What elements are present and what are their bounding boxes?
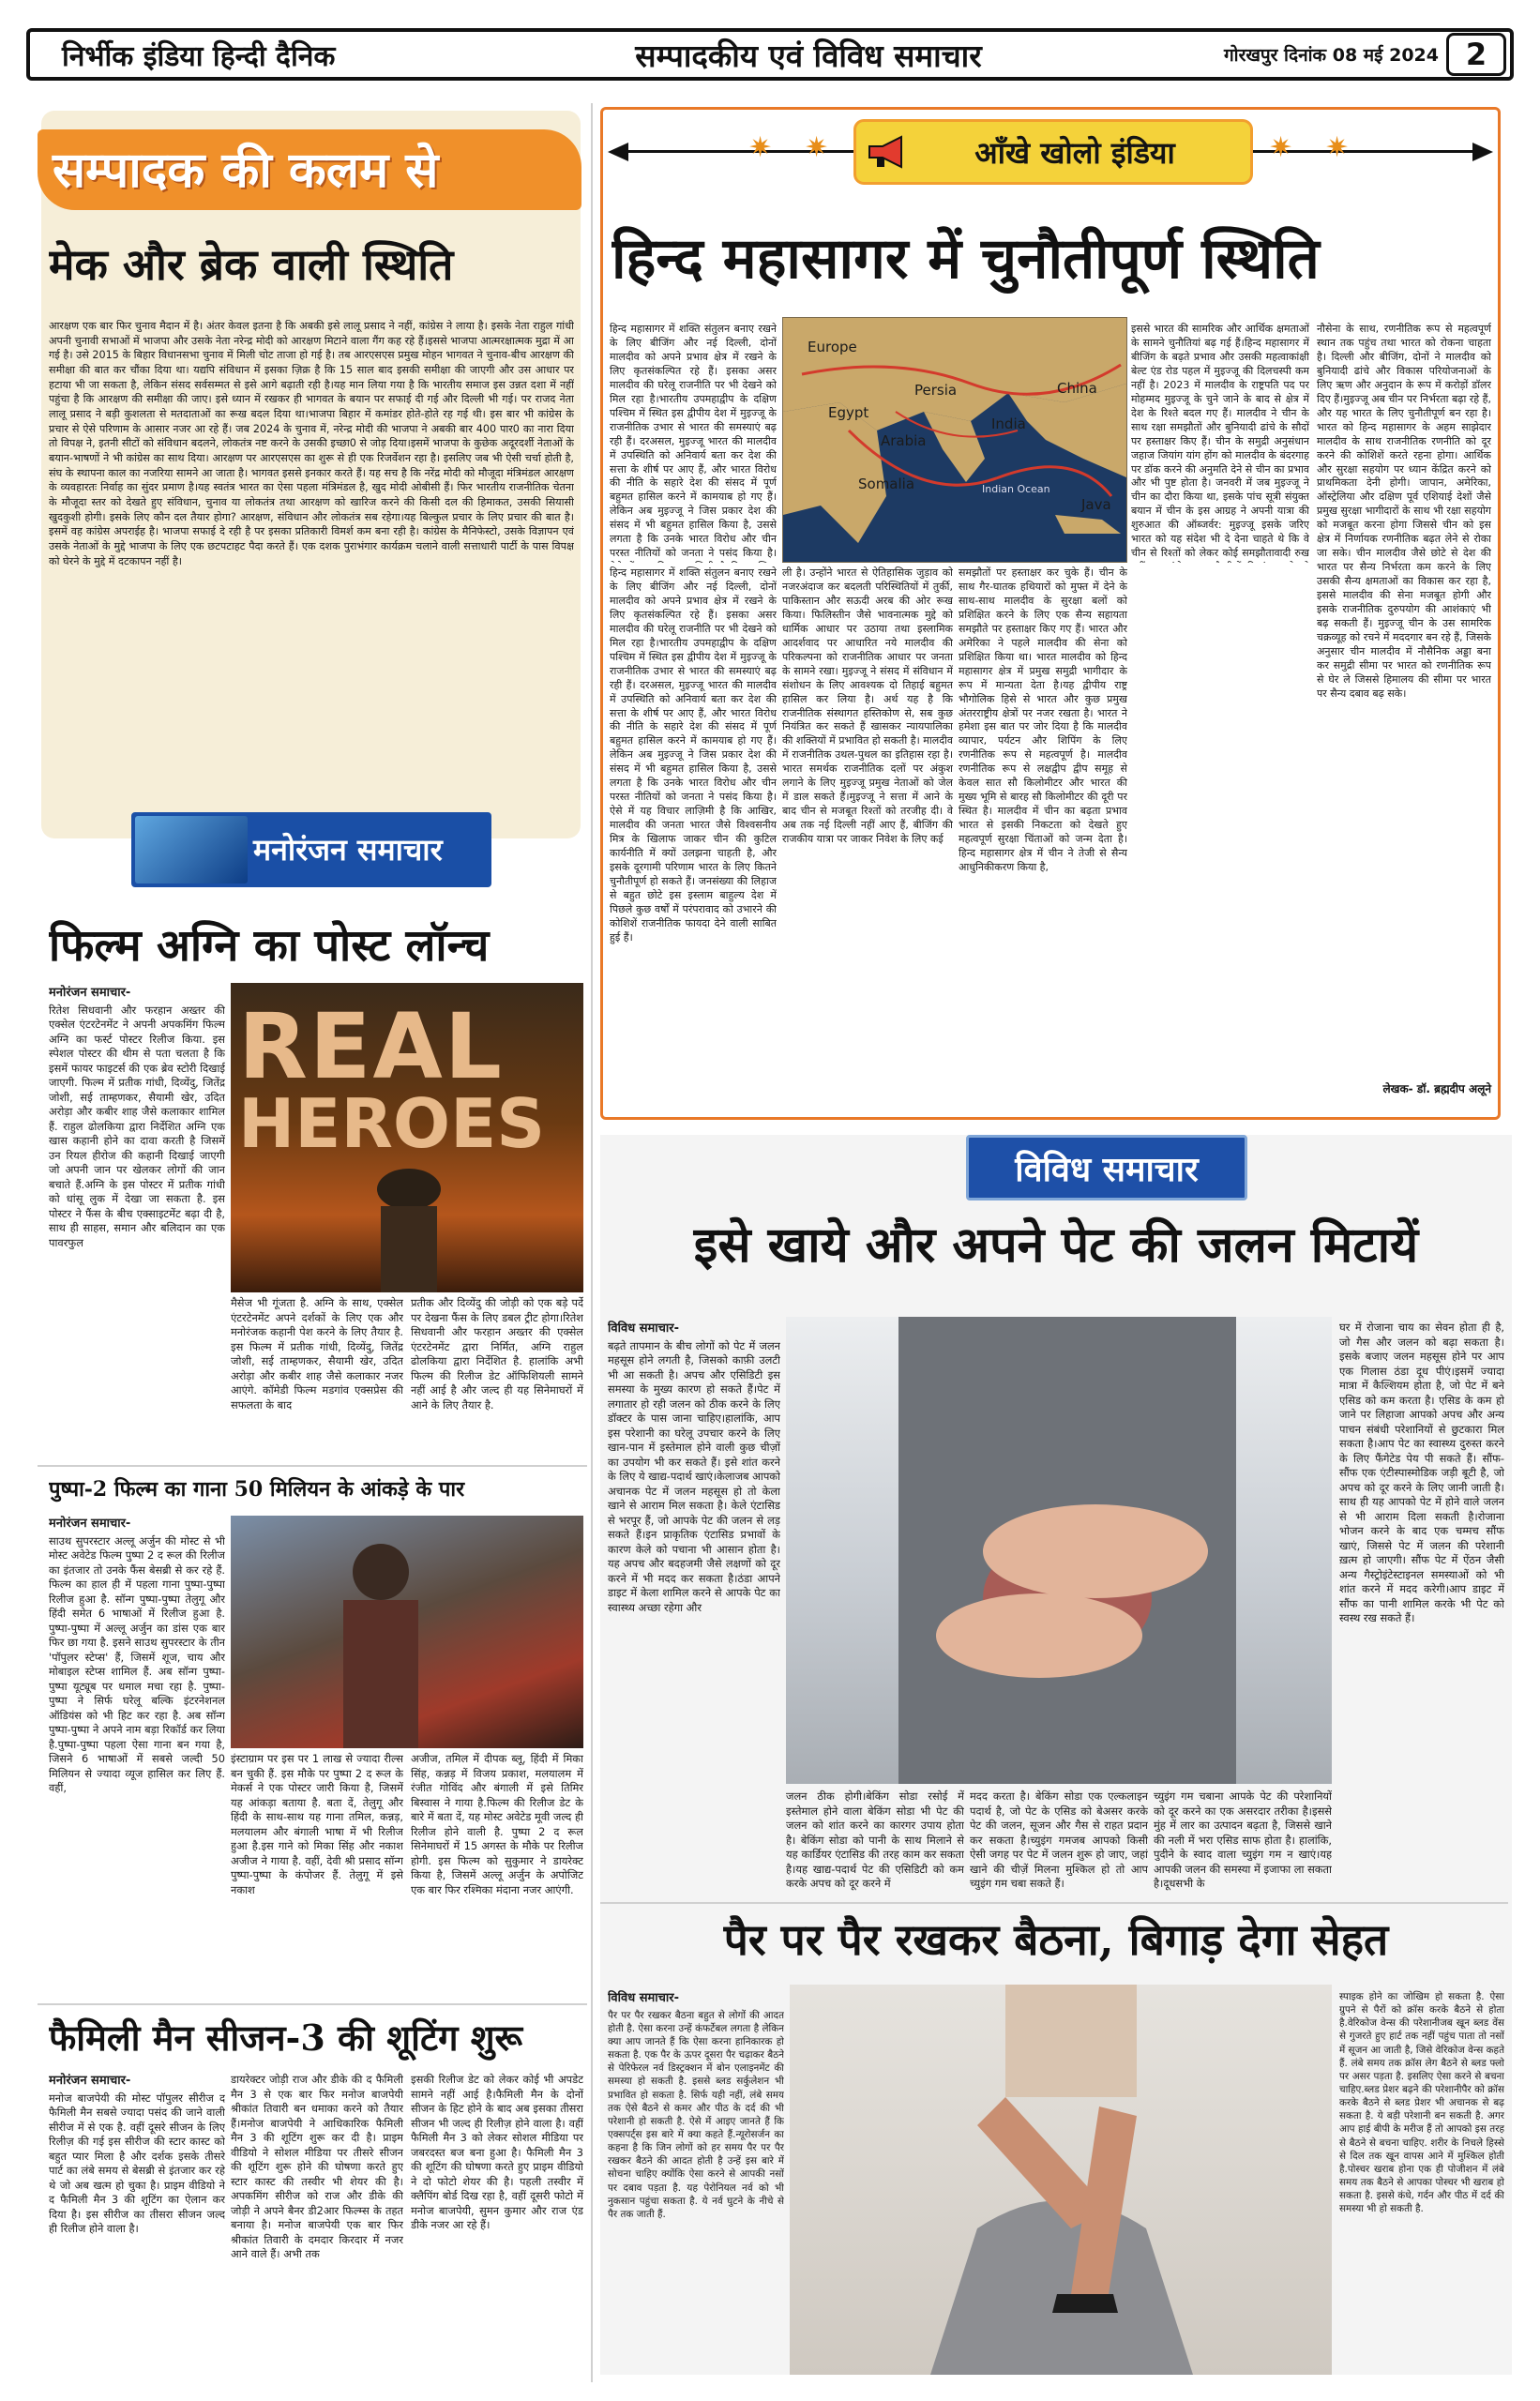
story1-col1: [608, 1321, 780, 1893]
india-author: लेखक- डॉ. ब्रह्मदीप अलूने: [1382, 1082, 1491, 1095]
film3-headline: फैमिली मैन सीजन-3 की शूटिंग शुरू: [49, 2016, 523, 2059]
map-label: Somalia: [858, 476, 915, 492]
india-strip-label: आँखे खोलो इंडिया: [974, 134, 1175, 171]
date-line: गोरखपुर दिनांक 08 मई 2024: [1223, 45, 1439, 66]
section-title: सम्पादकीय एवं विविध समाचार: [635, 37, 982, 74]
india-col1-bottom: [610, 566, 777, 1101]
story1-headline: इसे खाये और अपने पेट की जलन मिटायें: [693, 1216, 1419, 1274]
map-label: Europe: [808, 339, 857, 355]
story1-col4: च्युइंग गम चबाना आपके पेट की परेशानियों को दूर करने का एक असरदार तरीका है।इससे मुंह में लार का उत्पादन बढ़ता है, जिससे खाने की नली में भरा एसिड साफ होता है। हालांकि, पुदीने के स्वाद वाला च्युइंग गम न खाएं।यह आपकी जलन की समस्या में इजाफा ला सकता है।दूधसभी के: [1154, 1789, 1332, 1890]
star-icon: ✷: [1325, 131, 1350, 164]
poster-line2: HEROES: [238, 1084, 546, 1163]
silk-road-map: [782, 317, 1127, 563]
story2-col1: [608, 1990, 784, 2375]
story1-col2: जलन ठीक होगी।बेकिंग सोडा रसोई में इस्तेमाल होने वाला बेकिंग सोडा भी पेट की जलन को शांत करने का कारगर उपाय होता है। बेकिंग सोडा को पानी के साथ मिलाने से यह कार्डियर एंटासिड की तरह काम कर सकता है।यह खाद्य-पदार्थ पेट की एसिडिटी को कम करके अपच को दूर करने में: [786, 1789, 964, 1890]
map-label: Arabia: [881, 432, 927, 449]
india-col4-bottom: [1133, 566, 1309, 1101]
crossed-legs-photo: [790, 1985, 1332, 2375]
megaphone-icon: [866, 133, 909, 171]
film2-col3: अजीज, तमिल में दीपक ब्लू, हिंदी में मिका सिंह, कन्नड़ में विजय प्रकाश, मलयालम में रंजीत गोविंद और बंगाली में इसे तिमिर बिस्वास ने गाया है.फिल्म की रिलीज डेट के बारे में बता दें, यह मोस्ट अवेटेड मूवी जल्द ही रिलीज होने वाली है. पुष्पा 2 द रूल सिनेमाघरों में 15 अगस्त के मौके पर रिलीज होगी. इस फिल्म को सुकुमार ने डायरेक्ट किया है, जिसमें अल्लू अर्जुन के अपोजिट एक बार फिर रश्मिका मंदाना नजर आएंगी.: [411, 1752, 583, 1896]
pushpa-photo: [231, 1516, 583, 1748]
misc-news-banner-label: विविध समाचार: [1015, 1150, 1199, 1189]
editorial-banner: [38, 116, 583, 219]
story2-col2: स्पाइक होने का जोखिम हो सकता है. ऐसा ग्रुपने से पैरों को क्रॉस करके बैठने से होता है.वेरिकोज वेन्स की परेशानीजब खून ब्लड वेंस से गुजरते हुए हार्ट तक नहीं पहुंच पाता तो नसों में सूजन आ जाती है, जिसे वेरिकोज वेन्स कहते हैं. लंबे समय तक क्रॉस लेग बैठने से ब्लड फ्लो पर असर पड़ता है. इसलिए ऐसा करने से बचना चाहिए.ब्लड प्रेशर बढ़ने की परेशानीपैर को क्रॉस करके बैठने से ब्लड प्रेशर भी अचानक से बढ़ सकता है. ये बड़ी परेशानी बन सकती है. अगर आप हाई बीपी के मरीज हैं तो आपको इस तरह से बैठने से बचना चाहिए. शरीर के निचले हिस्से से दिल तक खून वापस आने में मुश्किल होती है.पोस्चर खराब होना एक ही पोजीशन में लंबे समय तक बैठने से आपका पोस्चर भी खराब हो सकता है. इससे कंधे, गर्दन और पीठ में दर्द की समस्या भी हो सकती है.: [1339, 1991, 1504, 2215]
page-number: 2: [1446, 33, 1506, 76]
film2-byline: मनोरंजन समाचार-: [49, 1517, 131, 1531]
story1-text1: बढ़ते तापमान के बीच लोगों को पेट में जलन महसूस होने लगती है, जिसको काफ़ी उलटी भी आ सकती है। अपच और एसिडिटी इस समस्या के मुख्य कारण हो सकते हैं।पेट में लगातार हो रही जलन को ठीक करने के लिए डॉक्टर के पास जाना चाहिए।हालांकि, आप इस परेशानी का घरेलू उपचार करने के लिए खान-पान में इस्तेमाल होने वाली कुछ चीज़ों का उपयोग भी कर सकते हैं। इसे शांत करने के लिए ये खाद्य-पदार्थ खाएं।केलाजब आपको अचानक पेट में जलन महसूस हो तो केला खाने से आराम मिल सकता है। केले एंटासिड से भरपूर हैं, जो आपके पेट की जलन से लड़ सकते हैं।इन प्राकृतिक एंटासिड प्रभावों के कारण केले को पचाना भी आसान होता है। यह अपच और बदहजमी जैसे लक्षणों को दूर करने में भी मदद कर सकता है।ठंडा आपने डाइट में केला शामिल करने से आपके पेट का स्वास्थ्य अच्छा रहेगा और: [608, 1338, 780, 1614]
entertainment-banner: [131, 812, 491, 887]
crossed-legs-figure: [790, 1985, 1332, 2375]
entertainment-banner-label: मनोरंजन समाचार: [253, 832, 443, 868]
film3-col2: डायरेक्टर जोड़ी राज और डीके की द फैमिली मैन 3 से एक बार फिर मनोज बाजपेयी श्रीकांत तिवारी बन धमाका करने को तैयार हैं।मनोज बाजपेयी ने आधिकारिक फैमिली मैन 3 की शूटिंग शुरू कर दी है। प्राइम वीडियो ने सोशल मीडिया पर तीसरे सीजन की शूटिंग शुरू होने की घोषणा करते हुए स्टार कास्ट की तस्वीर भी शेयर की है। अपकमिंग सीरीज को राज और डीके की जोड़ी ने अपने बैनर डी2आर फिल्म्स के तहत बनाया है। मनोज बाजपेयी एक बार फिर श्रीकांत तिवारी के दमदार किरदार में नजर आने वाले हैं। अभी तक: [231, 2073, 403, 2260]
film1-byline: मनोरंजन समाचार-: [49, 986, 131, 1000]
map-label: Persia: [914, 382, 958, 399]
real-heroes-poster: [231, 983, 583, 1292]
firefighter-figure: [343, 1152, 475, 1292]
editorial-headline: मेक और ब्रेक वाली स्थिति: [49, 239, 454, 290]
entertainment-banner-image: [135, 816, 248, 883]
india-col4-text: इससे भारत की सामरिक और आर्थिक क्षमताओं के सामने चुनौतियां बढ़ गई हैं।हिन्द महासागर में बीजिंग के बढ़ते प्रभाव और उसकी महत्वाकांक्षी बेल्ट एंड रोड पहल में मुइज्जू की दिलचस्पी कम नहीं है। 2023 में मालदीव के राष्ट्रपति पद पर मोहम्मद मुइज्जू के चुने जाने के बाद से क्षेत्र में देश के रिश्ते बदल गए हैं। मालदीव ने चीन के साथ रक्षा समझौतों और बुनियादी ढांचे के सौदों पर हस्ताक्षर किए हैं। चीन के समुद्री अनुसंधान जहाज जियांग यांग होंग को मालदीव के बंदरगाह पर डॉक करने की अनुमति देने से चीन का प्रभाव और भी पुष्ट होता है। जनवरी में जब मुइज्जू ने चीन का दौरा किया था, इसके पांच सूत्री संयुक्त बयान में चीन के इस आग्रह ने अपनी यात्रा की शुरुआत की ऑब्जर्वर: मुइज्जू इसके जरिए भारत को यह संदेश भी दे देना चाहते थे कि वे चीन से रिश्तों को लेकर कोई समझौतावादी रुख: [1131, 323, 1309, 560]
story1-col5: घर में रोजाना चाय का सेवन होता ही है, जो गैस और जलन को बढ़ा सकता है। इसके बजाए जलन महसूस होने पर आप एक गिलास ठंडा दूध पीएं।इसमें ज्यादा मात्रा में कैल्शियम होता है, जो पेट में बने एसिड को कम करता है। एसिड के कम हो जाने पर लिहाजा आपको अपच और अन्य पाचन संबंधी परेशानियों से छुटकारा मिल सकता है।आप पेट का स्वास्थ्य दुरुस्त करने के लिए फैंगेटेड पेय पी सकते हैं। सौंफ- सौंफ एक एंटीस्पास्मोडिक जड़ी बूटी है, जो अपच को दूर करने के लिए जानी जाती है। साथ ही यह आपको पेट में होने वाले जलन से भी आराम दिला सकती है।रोजाना भोजन करने के बाद एक चम्मच सौंफ खाएं, जिससे पेट में जलन की परेशानी ख़त्म हो जाएगी। सौंफ पेट में ऐंठन जैसी अन्य गैस्ट्रोइंटेस्टाइनल समस्याओं को भी शांत करने में मदद करेगी।आप डाइट में सौंफ का पानी शामिल करके भी पेट को स्वस्थ रख सकते हैं।: [1339, 1321, 1504, 1624]
stomach-figure: [786, 1317, 1332, 1784]
story2-text1: पैर पर पैर रखकर बैठना बहुत से लोगों की आदत होती है. ऐसा करना उन्हें कंफर्टेबल लगता है लेकिन क्या आप जानते हैं कि ऐसा करना हानिकारक हो सकता है. एक पैर के ऊपर दूसरा पैर चढ़ाकर बैठने से पेरिफेरल नर्व डिस्ट्रक्शन में बोन एलाइनमेंट की समस्या हो सकती है. इससे ब्लड सर्कुलेशन भी प्रभावित हो सकता है. सिर्फ यही नहीं, लंबे समय तक ऐसे बैठने से कमर और पीठ के दर्द की भी परेशानी हो सकती है. ऐसे में आइए जानते हैं कि एक्सपर्ट्स इस बारे में क्या कहते हैं.न्यूरोसर्जन का कहना है कि जिन लोगों को हर समय पैर पर पैर रखकर बैठने की आदत होती है उन्हें इस बारे में सोचना चाहिए क्योंकि ऐसा करने से आपकी नसों पर दबाव पड़ता है. यह पेरोनियल नर्व को भी नुकसान पहुंचा सकता है. ये नर्व घुटने के नीचे से पैर तक जाती हैं.: [608, 2009, 784, 2220]
star-icon: ✷: [805, 131, 829, 164]
story1-col3: मदद करता है। बेकिंग सोडा एक एल्कलाइन पदार्थ है, जो पेट के एसिड को बेअसर करके पेट की जलन, सूजन और गैस से राहत प्रदान कर सकता है।च्युइंग गमजब आपको किसी ऐसी जगह पर पेट में जलन शुरू हो जाए, जहां खाने की चीज़ें मिलना मुश्किल हो तो आप च्युइंग गम चबा सकते हैं।: [970, 1789, 1148, 1890]
film3-col1: [49, 2073, 225, 2382]
india-badge: [856, 122, 1250, 182]
film2-col2: इंस्टाग्राम पर इस पर 1 लाख से ज्यादा रील्स बन चुकी हैं. इस मौके पर पुष्पा 2 द रूल के मेकर्स ने एक पोस्टर जारी किया है, जिसमें यह आंकड़ा बताया है. बता दें, तेलुगू और हिंदी के साथ-साथ यह गाना तमिल, कन्नड़, मलयालम और बंगाली भाषा में भी रिलीज हुआ है.इस गाने को मिका सिंह और नकाश अजीज ने गाया है. वहीं, देवी श्री प्रसाद सॉन्ग पुष्पा-पुष्पा के कंपोजर हैं. तेलुगू में इसे नकाश: [231, 1752, 403, 1896]
india-col4-top: [1131, 323, 1309, 563]
india-col1-top: हिन्द महासागर में शक्ति संतुलन बनाए रखने के लिए बीजिंग और नई दिल्ली, दोनों मालदीव को अपने प्रभाव क्षेत्र में रखने के लिए कृतसंकल्पित रहे हैं। इसका असर मालदीव की घरेलू राजनीति पर भी देखने को मिल रहा है।भारतीय उपमहाद्वीप के दक्षिण पश्चिम में स्थित इस द्वीपीय देश में मुइज्जू के राजनीतिक उभार से भारत की समस्याएं बढ़ रही हैं। दरअसल, मुइज्जू भारत की मालदीव में उपस्थिति को अनिवार्य बता कर देश की सत्ता के शीर्ष पर आए हैं, और भारत विरोध की नीति के सहारे देश की संसद में पूर्ण बहुमत हासिल करने में कामयाब हो गए हैं।लेकिन अब मुइज्जू ने जिस प्रकार देश की संसद में भी बहुमत हासिल किया है, उससे लगता है कि उनके भारत विरोध और चीन परस्त नीतियों को जनता ने पसंद किया है।: [610, 323, 777, 560]
film3-col3: इसकी रिलीज डेट को लेकर कोई भी अपडेट सामने नहीं आई है।फैमिली मैन के दोनों सीजन के हिट होने के बाद अब इसका तीसरा सीजन भी जल्द ही रिलीज़ होने वाला है। वहीं फैमिली मैन 3 को लेकर सोशल मीडिया पर जबरदस्त बज बना हुआ है। फैमिली मैन 3 की शूटिंग की घोषणा करते हुए प्राइम वीडियो ने दो फोटो शेयर की है। पहली तस्वीर में क्लैपिंग बोर्ड दिख रहा है, वहीं दूसरी फोटो में मनोज बाजपेयी, सुमन कुमार और राज एंड डीके नजर आ रहे हैं।: [411, 2073, 583, 2231]
masthead: [26, 28, 1514, 81]
editorial-body: आरक्षण एक बार फिर चुनाव मैदान में है। अंतर केवल इतना है कि अबकी इसे लालू प्रसाद ने नहीं, कांग्रेस ने लाया है। इसके नेता राहुल गांधी अपनी चुनावी सभाओं में भाजपा और उसके नेता नरेन्द्र मोदी को आरक्षण मिटाने वाला गैंग कह रहे हैं।इससे भाजपा आत्मरक्षात्मक मुद्रा में आ गई है। उसे 2015 के बिहार विधानसभा चुनाव में मिली चोट ताजा हो गई है। तब आरएसएस प्रमुख मोहन भागवत ने चुनाव-बीच आरक्षण की समीक्षा की बात कर चौंका दिया था। यद्यपि संविधान में इसका ज़िक्र है कि 15 साल बाद इसकी समीक्षा की जाएगी और उस आधार पर हटाया भी जा सकता है, लेकिन संसद सर्वसम्मत से इसे आगे बढ़ाती रही है।यह मान लिया गया है कि भारतीय समाज इस उन्नत दशा में नहीं पहुंचा है कि आरक्षण की समीक्षा की जाए। इसे ध्यान में रखकर ही भागवत के बयान पर सफाई दी गई और दिल्ली भी गई। पर राजद नेता लालू प्रसाद ने बड़ी कुशलता से मतदाताओं का रूख बदल दिया था।भाजपा बिहार में कमांडर होते-होते रह गई थी। इस बार भी कांग्रेस के प्रचार से ऐसे परिणाम के आसार नजर आ रहे हैं। जब 2024 के चुनाव में, नरेन्द्र मोदी की भाजपा ने अबकी बार 400 पार0 का नारा दिया तो विपक्ष ने, इतनी सीटों को संविधान बदलने, लोकतंत्र नष्ट करने के उसकी इच्छा0 से जोड़ दिया।इसमें भाजपा के कुछेक अदूरदर्शी नेताओं के बयान-भाषणों ने भी कांग्रेस का साथ दिया। आरक्षण पर आरएसएस का शुरू से ही एक रिजर्वेशन रहा है। इसलिए जब भी ऐसी चर्चा होती है, संघ के स्थापना काल का नजरिया सामने आ जाता है। भागवत इससे इनकार करते हैं। यह सच है कि नरेंद्र मोदी को मौजूदा मंत्रिमंडल आरक्षण के व्यवहारतः निर्वाह का सुंदर प्रमाण है।यह स्वतंत्र भारत का ऐसा पहला मंत्रिमंडल है, खुद मोदी ओबीसी हैं। फिर भारतीय राजनीतिक चेतना के मौजूदा स्तर को देखते हुए संविधान, चुनाव या लोकतंत्र तथा आरक्षण को खारिज करने की किसी दल की हिमाकत, उसकी सियासी खुदकुशी होगी। इसके लिए कौन दल तैयार होगा? आरक्षण, संविधान और लोकतंत्र सब रहेगा।यह बिल्कुल प्रचार के लिए प्रचार की बात है। इसमें वह कांग्रेस अपराईह है। भाजपा सफाई दे रही है पर इसका प्रतिकारी विमर्श कम बना रही है। कांग्रेस के मैनिफेस्टो, उसके विज्ञापन एवं उसके नेताओं के मुद्दे भाजपा के लिए एक छटपटाहट पैदा करते हैं। एक दशक पुराभंगार कार्यक्रम चलाने वाली सत्ताधारी पार्टी के पास विपक्ष को घेरने के मुद्दे में दटकापन नहीं है।: [49, 320, 574, 567]
story1-byline: विविध समाचार-: [608, 1321, 679, 1336]
map-label: India: [991, 415, 1026, 432]
poster-line1: REAL: [238, 994, 504, 1099]
column-divider: [591, 103, 593, 2382]
india-col5: नौसेना के साथ, रणनीतिक रूप से महत्वपूर्ण स्थान तक पहुंच तथा भारत को रोकना चाहता है। दिल्ली और बीजिंग, दोनों ने मालदीव को बुनियादी ढांचे और विकास परियोजनाओं के लिए ऋण और अनुदान के रूप में करोड़ों डॉलर दिए हैं।मुइज्जू अब चीन पर निर्भरता बढ़ा रहे हैं, और यह भारत के लिए चुनौतीपूर्ण बन रहा है।भारत को हिन्द महासागर के अहम साझेदार मालदीव के साथ राजनीतिक रणनीति को दूर करने की कोशिशें करते रहना होगा। आर्थिक और सुरक्षा सहयोग पर ध्यान केंद्रित करने को प्राथमिकता देनी होगी। जापान, अमेरिका, ऑस्ट्रेलिया और दक्षिण पूर्व एशियाई देशों जैसे प्रमुख सुरक्षा भागीदारों के साथ भी रक्षा सहयोग को मजबूत करना होगा जिससे चीन को इस क्षेत्र में निर्णायक रणनीतिक बढ़त लेने से रोका जा सके। चीन मालदीव जैसे छोटे से देश की भारत पर सैन्य निर्भरता कम करने के लिए उसकी सैन्य क्षमताओं का विकास कर रहा है, इससे मालदीव की सेना मजबूत होगी और इसके राजनीतिक दुरुपयोग की आशंकाएं भी बढ़ सकती हैं। मुइज्जू चीन के उस सामरिक चक्रव्यूह को रचने में मददगार बन रहे हैं, जिसके अनुसार चीन मालदीव में नौसैनिक अड्डा बना कर समुद्री सीमा पर भारत को रणनीतिक रूप से घेर ले जिससे हिमालय की सीमा पर भारत पर सैन्य दबाव बढ़ सके।: [1317, 323, 1491, 700]
section-divider: [38, 1465, 587, 1467]
film1-headline: फिल्म अग्नि का पोस्ट लॉन्च: [49, 920, 490, 972]
star-icon: ✷: [748, 131, 773, 164]
stomach-pain-photo: [786, 1317, 1332, 1784]
film1-col3: प्रतीक और दिव्येंदु की जोड़ी को एक बड़े पर्दे पर देखना फैंस के लिए डबल ट्रीट होगा।रितेश सिधवानी और फरहान अख्तर की एक्सेल एंटरटेनमेंट द्वारा निर्मित, अग्नि राहुल ढोलकिया द्वारा निर्देशित है. हालांकि अभी फिल्म की रिलीज डेट ऑफिशियली सामने नहीं आई है और जल्द ही यह सिनेमाघरों में आने के लिए तैयार है.: [411, 1296, 583, 1412]
film1-col1: [49, 985, 225, 1454]
arrow-left-icon: [608, 143, 628, 161]
india-strip: [608, 122, 1493, 182]
film3-byline: मनोरंजन समाचार-: [49, 2074, 131, 2088]
story2-byline: विविध समाचार-: [608, 1991, 679, 2005]
pushpa-figure: [231, 1516, 583, 1748]
map-label: Indian Ocean: [982, 483, 1050, 495]
map-label: Egypt: [828, 404, 869, 421]
film2-headline: पुष्पा-2 फिल्म का गाना 50 मिलियन के आंकड़े के पार: [49, 1477, 465, 1502]
story2-headline: पैर पर पैर रखकर बैठना, बिगाड़ देगा सेहत: [723, 1914, 1389, 1965]
film3-text1: मनोज बाजपेयी की मोस्ट पॉपुलर सीरीज द फैमिली मैन सबसे ज्यादा पसंद की जाने वाली सीरीज में से एक है. वहीं दूसरे सीजन के लिए रिलीज़ की गई इस सीरीज की स्टार कास्ट को बहुत प्यार मिला है और दर्शक इसके तीसरे पार्ट का लंबे समय से बेसब्री से इंतजार कर रहे थे जो अब खत्म हो चुका है। प्राइम वीडियो ने द फैमिली मैन 3 की शूटिंग का ऐलान कर दिया है। इस सीरीज का तीसरा सीजन जल्द ही रिलीज होने वाला है।: [49, 2091, 225, 2236]
film1-text1: रितेश सिधवानी और फरहान अख्तर की एक्सेल एंटरटेनमेंट ने अपनी अपकमिंग फिल्म अग्नि का फर्स्ट पोस्टर रिलीज किया. इस स्पेशल पोस्टर की थीम से पता चलता है कि इसमें फायर फाइटर्स की एक ब्रेव स्टोरी दिखाई जाएगी. फिल्म में प्रतीक गांधी, दिव्येंदु, जितेंद्र जोशी, सई ताम्हणकर, सैयामी खेर, उदित अरोड़ा और कबीर शाह जैसे कलाकार शामिल हैं. राहुल ढोलकिया द्वारा निर्देशित अग्नि एक खास कहानी होने का दावा करती है जिसमें उन रियल हीरोज की कहानी दिखाई जाएगी जो अपनी जान पर खेलकर लोगों की जान बचाते हैं.अग्नि के इस पोस्टर में प्रतीक गांधी को धांसू लुक में देखा जा सकता है. इस पोस्टर ने फैंस के बीच एक्साइटमेंट बढ़ा दी है, साथ ही साहस, समान और बलिदान का एक पावरफुल: [49, 1003, 225, 1249]
india-col2: ली है। उन्होंने भारत से ऐतिहासिक जुड़ाव को नजरअंदाज कर बदलती परिस्थितियों में तुर्की, पाकिस्तान और सऊदी अरब की ओर रूख किया। फिलिस्तीन जैसे भावनात्मक मुद्दे को धार्मिक आधार पर उठाया तथा इस्लामिक आदर्शवाद पर आधारित नये मालदीव की परिकल्पना को राजनीतिक आधार पर जनता के सामने रखा। मुइज्जू ने संसद में संविधान में संशोधन के लिए आवश्यक दो तिहाई बहुमत हासिल कर लिया है। अर्थ यह है कि राजनीतिक संस्थागत हस्तिकोण से, सब कुछ नियंत्रित कर सकते हैं खासकर न्यायपालिका की शक्तियों में प्रभावित हो सकती है। मालदीव में राजनीतिक उथल-पुथल का इतिहास रहा है। भारत समर्थक राजनीतिक दलों पर अंकुश लगाने के लिए मुइज्जू प्रमुख नेताओं को जेल में डाल सकते हैं।मुइज्जू ने सत्ता में आने के बाद चीन से मजबूत रिश्तों को तरजीह दी। वे अब तक नई दिल्ली नहीं आए हैं, बीजिंग की राजकीय यात्रा पर जाकर निवेश के लिए कई: [782, 566, 953, 846]
star-icon: ✷: [1269, 131, 1293, 164]
india-col3: समझौतों पर हस्ताक्षर कर चुके हैं। चीन के साथ गैर-घातक हथियारों को मुफ्त में देने के साथ-साथ मालदीव के सुरक्षा बलों को प्रशिक्षित करने के लिए एक सैन्य सहायता समझौते पर हस्ताक्षर किए गए हैं। भारत और अमेरिका ने पहले मालदीव की सेना को प्रशिक्षित किया था। भारत मालदीव को हिन्द महासागर क्षेत्र में प्रमुख समुद्री भागीदार के रूप में मान्यता देता है।यह द्वीपीय राष्ट्र भौगोलिक हिसे से भारत और कुछ प्रमुख अंतरराष्ट्रीय क्षेत्रों पर नजर रखता है। भारत ने हमेशा इस बात पर जोर दिया है कि मालदीव व्यापार, पर्यटन और शिपिंग के लिए रणनीतिक रूप से महत्वपूर्ण है। मालदीव रणनीतिक रूप से लक्षद्वीप द्वीप समूह से केवल सात सौ किलोमीटर और भारत की मुख्य भूमि से बारह सौ किलोमीटर की दूरी पर स्थित है। मालदीव में चीन का बढ़ता प्रभाव भारत से इसकी निकटता को देखते हुए महत्वपूर्ण सुरक्षा चिंताओं को जन्म देता है। हिन्द महासागर क्षेत्र में चीन ने तेजी से सैन्य आधुनिकीकरण किया है,: [959, 566, 1127, 874]
arrow-right-icon: [1472, 143, 1493, 161]
section-divider: [600, 1902, 1508, 1904]
film1-col2: मैसेज भी गूंजता है. अग्नि के साथ, एक्सेल एंटरटेनमेंट अपने दर्शकों के लिए एक और मनोरंजक कहानी पेश करने के लिए तैयार है. इस फिल्म में प्रतीक गांधी, दिव्येंदु, जितेंद्र जोशी, सई ताम्हणकर, सैयामी खेर, उदित अरोड़ा और कबीर शाह जैसे कलाकार नजर आएंगे. कॉमेडी फिल्म मडगांव एक्सप्रेस की सफलता के बाद: [231, 1296, 403, 1412]
india-headline: हिन्द महासागर में चुनौतीपूर्ण स्थिति: [611, 226, 1320, 292]
paper-name: निर्भीक इंडिया हिन्दी दैनिक: [62, 39, 336, 73]
film2-col1: [49, 1516, 225, 1994]
section-divider: [38, 2003, 587, 2005]
misc-news-banner: [966, 1135, 1247, 1200]
film2-text1: साउथ सुपरस्टार अल्लू अर्जुन की मोस्ट से भी मोस्ट अवेटेड फिल्म पुष्पा 2 द रूल की रिलीज का इंतजार तो उनके फैंस बेसब्री से कर रहे हैं. फिल्म का हाल ही में पहला गाना पुष्पा-पुष्पा रिलीज हुआ है. सॉन्ग पुष्पा-पुष्पा तेलुगू और हिंदी समेत 6 भाषाओं में रिलीज हुआ है. पुष्पा-पुष्पा में अल्लू अर्जुन का डांस एक बार फिर छा गया है. इसने साउथ सुपरस्टार के तीन 'पॉपुलर स्टेप्स' हैं, जिसमें शूज, चाय और मोबाइल स्टेप्स शामिल हैं. अब सॉन्ग पुष्पा-पुष्पा यूट्यूब पर धमाल मचा रहा है. पुष्पा-पुष्पा ने सिर्फ घरेलू बल्कि इंटरनेशनल ऑडियंस को भी हिट कर रहा है. अब सॉन्ग पुष्पा-पुष्पा ने अपने नाम बड़ा रिकॉर्ड कर लिया है.पुष्पा-पुष्पा पहला ऐसा गाना बन गया है, जिसने 6 भाषाओं में सबसे जल्दी 50 मिलियन से ज्यादा व्यूज हासिल कर लिए हैं. वहीं,: [49, 1533, 225, 1795]
map-label: China: [1057, 380, 1097, 397]
editorial-banner-label: सम्पादक की कलम से: [53, 143, 439, 199]
india-col1-cont: हिन्द महासागर में शक्ति संतुलन बनाए रखने के लिए बीजिंग और नई दिल्ली, दोनों मालदीव को अपने प्रभाव क्षेत्र में रखने के लिए कृतसंकल्पित रहे हैं। इसका असर मालदीव की घरेलू राजनीति पर भी देखने को मिल रहा है।भारतीय उपमहाद्वीप के दक्षिण पश्चिम में स्थित इस द्वीपीय देश में मुइज्जू के राजनीतिक उभार से भारत की समस्याएं बढ़ रही हैं। दरअसल, मुइज्जू भारत की मालदीव में उपस्थिति को अनिवार्य बता कर देश की सत्ता के शीर्ष पर आए हैं, और भारत विरोध की नीति के सहारे देश की संसद में पूर्ण बहुमत हासिल करने में कामयाब हो गए हैं।लेकिन अब मुइज्जू ने जिस प्रकार देश की संसद में भी बहुमत हासिल किया है, उससे लगता है कि उनके भारत विरोध और चीन परस्त नीतियों को जनता ने पसंद किया है। ऐसे में यह विचार लाज़िमी है कि आखिर, मालदीव की जनता भारत जैसे विश्वसनीय मित्र के खिलाफ जाकर चीन की कुटिल कार्यनीति में क्यों उलझना चाहती है, और इसके दूरगामी परिणाम भारत के लिए कितने चुनौतीपूर्ण हो सकते हैं। जनसंख्या की लिहाज से बहुत छोटे इस इस्लाम बाहुल्य देश में पिछले कुछ वर्षों में परंपरावाद को उभारने की कोशिशें राजनीतिक फायदा देने वाली साबित हुई हैं।: [610, 566, 777, 944]
map-label: Java: [1081, 496, 1111, 513]
